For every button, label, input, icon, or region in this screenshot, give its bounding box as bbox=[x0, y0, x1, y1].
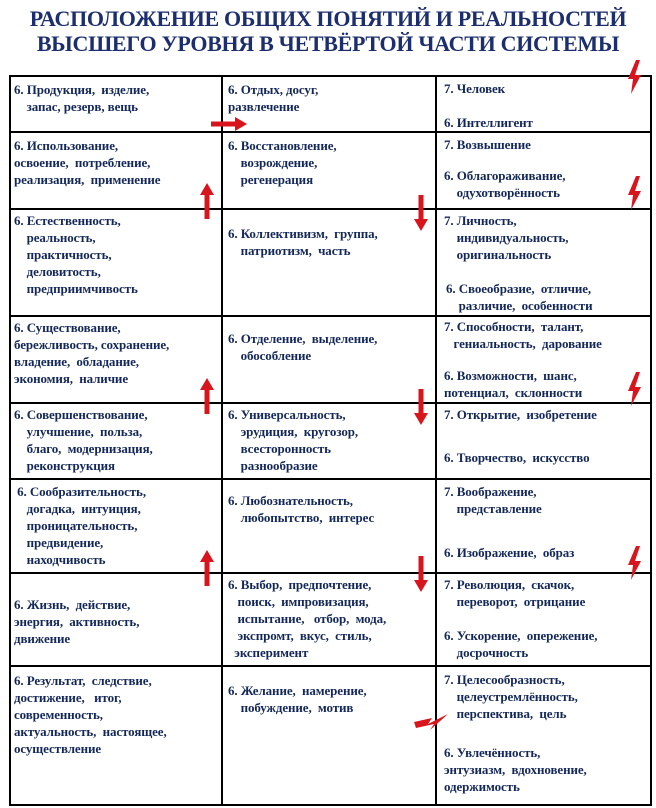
cell-col2: 6. Коллективизм, группа, патриотизм, часть bbox=[228, 226, 378, 258]
cell-col3-bottom: 6. Ускорение, опережение, досрочность bbox=[444, 628, 598, 660]
cell-col2: 6. Любознательность, любопытство, интерес bbox=[228, 493, 375, 525]
cell-col2: 6. Желание, намерение, побуждение, мотив bbox=[228, 683, 367, 715]
cell-col1: 6. Естественность, реальность, практичность, деловитость, предприимчивость bbox=[14, 213, 138, 296]
grid-line bbox=[435, 75, 437, 806]
cell-col2: 6. Отдых, досуг, развлечение bbox=[228, 82, 319, 114]
cell-col3-top: 7. Воображение, представление bbox=[444, 484, 542, 516]
title-line-1: РАСПОЛОЖЕНИЕ ОБЩИХ ПОНЯТИЙ И РЕАЛЬНОСТЕЙ bbox=[29, 6, 627, 31]
grid-line bbox=[9, 665, 652, 667]
cell-col1: 6. Совершенствование, улучшение, польза, благо, модернизация, реконструкция bbox=[14, 407, 153, 473]
grid-line bbox=[9, 208, 652, 210]
arrow-up-icon bbox=[200, 550, 214, 586]
cell-col3-top: 7. Способности, талант, гениальность, дарование bbox=[444, 319, 602, 351]
grid-line bbox=[650, 75, 652, 806]
cell-col3-bottom: 6. Интеллигент bbox=[444, 115, 533, 130]
cell-col3-bottom: 6. Своеобразие, отличие, различие, особенности bbox=[446, 281, 593, 313]
grid-line bbox=[9, 75, 11, 806]
arrow-up-icon bbox=[200, 378, 214, 414]
lightning-icon bbox=[414, 714, 448, 736]
cell-col1: 6. Существование, бережливость, сохранение, владение, обладание, экономия, наличие bbox=[14, 320, 170, 386]
cell-col1: 6. Использование, освоение, потребление, реализация, применение bbox=[14, 138, 161, 187]
cell-col2: 6. Выбор, предпочтение, поиск, импровизация, испытание, отбор, мода, экспромт, вкус, стиль, эксперимент bbox=[228, 577, 387, 660]
grid-line bbox=[221, 75, 223, 806]
arrow-down-icon bbox=[414, 195, 428, 231]
arrow-right-icon bbox=[211, 117, 247, 131]
cell-col3-top: 7. Открытие, изобретение bbox=[444, 407, 597, 422]
grid-line bbox=[9, 804, 652, 806]
cell-col2: 6. Восстановление, возрождение, регенерация bbox=[228, 138, 337, 187]
cell-col2: 6. Отделение, выделение, обособление bbox=[228, 331, 378, 363]
cell-col3-top: 7. Личность, индивидуальность, оригинальность bbox=[444, 213, 569, 262]
title-line-2: ВЫСШЕГО УРОВНЯ В ЧЕТВЁРТОЙ ЧАСТИ СИСТЕМЫ bbox=[36, 31, 620, 56]
arrow-down-icon bbox=[414, 556, 428, 592]
arrow-up-icon bbox=[200, 183, 214, 219]
cell-col3-bottom: 6. Изображение, образ bbox=[444, 545, 575, 560]
lightning-icon bbox=[627, 176, 643, 210]
lightning-icon bbox=[627, 546, 643, 580]
cell-col1: 6. Результат, следствие, достижение, итог, современность, актуальность, настоящее, осуществление bbox=[14, 673, 167, 756]
cell-col3-top: 7. Человек bbox=[444, 81, 506, 96]
grid-line bbox=[9, 75, 652, 77]
cell-col3-top: 7. Возвышение bbox=[444, 137, 531, 152]
grid-line bbox=[9, 131, 652, 133]
cell-col1: 6. Сообразительность, догадка, интуиция, проницательность, предвидение, находчивость bbox=[17, 484, 146, 567]
cell-col1: 6. Продукция, изделие, запас, резерв, вещь bbox=[14, 82, 150, 114]
grid-line bbox=[9, 478, 652, 480]
arrow-down-icon bbox=[414, 389, 428, 425]
cell-col1: 6. Жизнь, действие, энергия, активность, движение bbox=[14, 597, 140, 646]
page-title bbox=[0, 6, 656, 56]
grid-line bbox=[9, 572, 652, 574]
lightning-icon bbox=[627, 372, 643, 406]
cell-col3-bottom: 6. Облагораживание, одухотворённость bbox=[444, 168, 566, 200]
cell-col3-top: 7. Революция, скачок, переворот, отрицание bbox=[444, 577, 586, 609]
lightning-icon bbox=[627, 60, 643, 94]
grid-line bbox=[9, 315, 652, 317]
cell-col3-bottom: 6. Увлечённость, энтузиазм, вдохновение, одержимость bbox=[444, 745, 587, 794]
cell-col2: 6. Универсальность, эрудиция, кругозор, всесторонность разнообразие bbox=[228, 407, 359, 473]
cell-col3-bottom: 6. Творчество, искусство bbox=[444, 450, 590, 465]
cell-col3-top: 7. Целесообразность, целеустремлённость, перспектива, цель bbox=[444, 672, 578, 721]
grid-line bbox=[9, 402, 652, 404]
cell-col3-bottom: 6. Возможности, шанс, потенциал, склонности bbox=[444, 368, 583, 400]
